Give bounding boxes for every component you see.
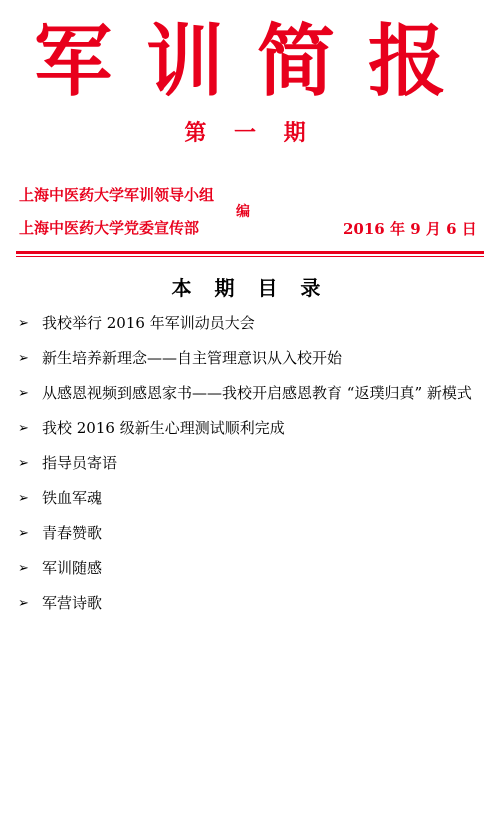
toc-item-text: 青春赞歌 [42, 524, 103, 542]
toc-item-text: 铁血军魂 [42, 489, 103, 507]
toc-item[interactable] [18, 411, 488, 446]
toc-item[interactable] [18, 551, 488, 586]
publisher-org-1: 上海中医药大学军训领导小组 [19, 186, 215, 204]
arrowhead-bullet-icon: ➢ [18, 491, 29, 506]
arrowhead-bullet-icon: ➢ [18, 386, 29, 401]
divider-thin [16, 256, 484, 257]
masthead-char: 训 [146, 17, 225, 107]
toc-item[interactable] [18, 586, 488, 621]
masthead-title [0, 14, 500, 114]
arrowhead-bullet-icon: ➢ [18, 421, 29, 436]
toc-item[interactable] [18, 376, 488, 411]
divider-thick [16, 251, 484, 254]
toc-item[interactable] [18, 306, 488, 341]
masthead-char: 军 [34, 17, 113, 107]
toc-item-text: 我校 2016 级新生心理测试顺利完成 [42, 419, 285, 437]
toc-item-text: 从感恩视频到感恩家书——我校开启感恩教育 “返璞归真” 新模式 [42, 384, 472, 402]
toc-item-text: 军营诗歌 [42, 594, 103, 612]
toc-item-text: 我校举行 2016 年军训动员大会 [42, 314, 255, 332]
masthead-char: 简 [257, 17, 336, 107]
arrowhead-bullet-icon: ➢ [18, 561, 29, 576]
toc-item[interactable] [18, 446, 488, 481]
toc-list [18, 306, 488, 621]
issue-date: 2016 年 9 月 6 日 [343, 220, 477, 238]
issue-number: 第 一 期 [184, 120, 316, 146]
toc-item-text: 新生培养新理念——自主管理意识从入校开始 [42, 349, 343, 367]
toc-title: 本 期 目 录 [171, 276, 329, 300]
arrowhead-bullet-icon: ➢ [18, 316, 29, 331]
toc-item[interactable] [18, 481, 488, 516]
toc-item-text: 指导员寄语 [42, 454, 118, 472]
arrowhead-bullet-icon: ➢ [18, 526, 29, 541]
editor-role: 编 [236, 204, 250, 220]
publisher-org-2: 上海中医药大学党委宣传部 [19, 219, 200, 237]
arrowhead-bullet-icon: ➢ [18, 351, 29, 366]
arrowhead-bullet-icon: ➢ [18, 456, 29, 471]
masthead-char: 报 [368, 17, 447, 107]
toc-item[interactable] [18, 341, 488, 376]
arrowhead-bullet-icon: ➢ [18, 596, 29, 611]
toc-item-text: 军训随感 [42, 559, 103, 577]
toc-item[interactable] [18, 516, 488, 551]
